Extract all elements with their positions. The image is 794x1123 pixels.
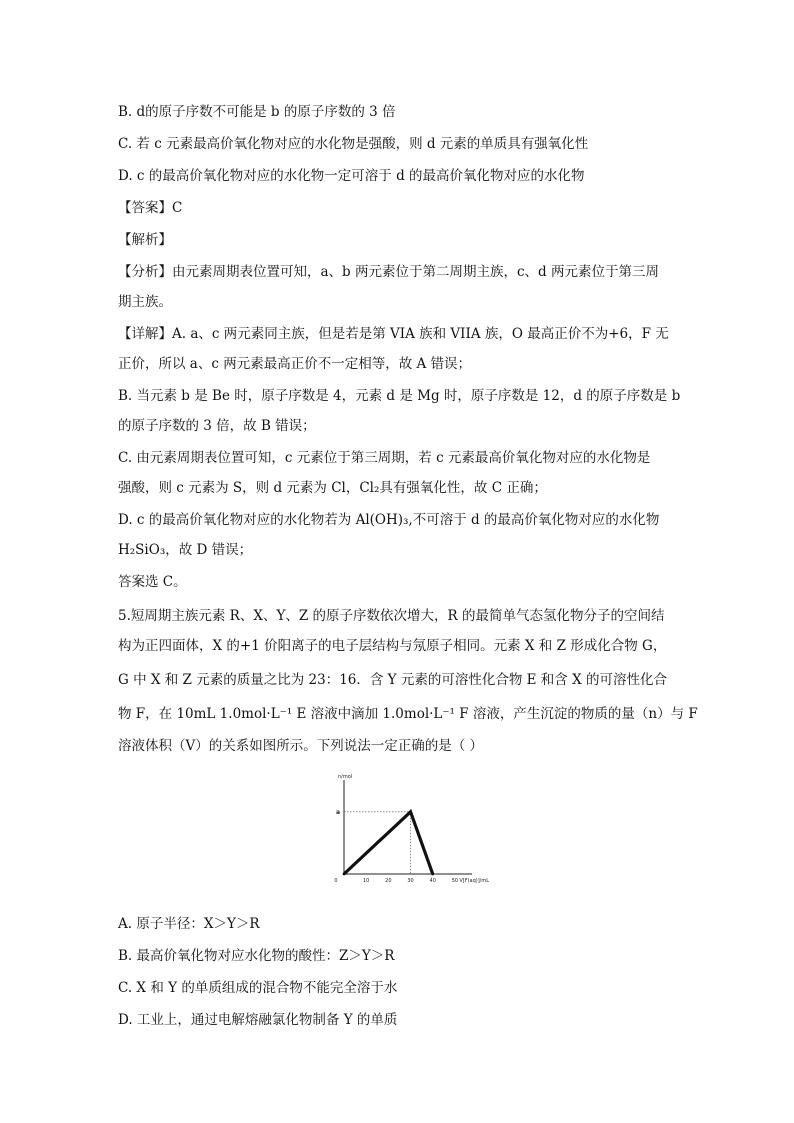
x-tick-label-50: 50 <box>451 878 459 884</box>
text-line-l8: 【详解】A. a、c 两元素同主族，但是若是第 VIA 族和 VIIA 族，O 最高正价不为+6，F 无 <box>118 326 669 342</box>
text-line-l10: B. 当元素 b 是 Be 时，原子序数是 4，元素 d 是 Mg 时，原子序数是 12，d 的原子序数是 b <box>118 388 681 404</box>
text-line-l18: 构为正四面体，X 的+1 价阳离子的电子层结构与氖原子相同。元素 X 和 Z 形成化合物 G， <box>118 638 667 654</box>
chart-ticks <box>334 809 458 884</box>
text-line-l22: A. 原子半径：X＞Y＞R <box>118 916 260 932</box>
x-tick-label-30: 30 <box>407 878 414 884</box>
x-axis-label: V[F(aq)]/mL <box>459 878 490 884</box>
text-line-l19: G 中 X 和 Z 元素的质量之比为 23：16．含 Y 元素的可溶性化合物 E 和含 X 的可溶性化合 <box>118 672 668 688</box>
text-line-l14: D. c 的最高价氧化物对应的水化物若为 Al(OH)₃,不可溶于 d 的最高价氧化物对应的水化物 <box>118 512 660 528</box>
x-tick-label-0: 0 <box>334 878 338 884</box>
x-tick-label-10: 10 <box>362 878 370 884</box>
text-line-l25: D. 工业上，通过电解熔融氯化物制备 Y 的单质 <box>118 1012 398 1028</box>
text-line-l13: 强酸，则 c 元素为 S，则 d 元素为 Cl，Cl₂具有强氧化性，故 C 正确； <box>118 480 547 496</box>
text-line-l21: 溶液体积（V）的关系如图所示。下列说法一定正确的是（ ） <box>118 738 484 754</box>
text-line-l7: 期主族。 <box>118 294 172 310</box>
text-line-l20: 物 F，在 10mL 1.0mol·L⁻¹ E 溶液中滴加 1.0mol·L⁻¹ F 溶液，产生沉淀的物质的量（n）与 F <box>118 706 698 722</box>
precipitate-volume-chart <box>320 770 490 890</box>
data-point-0 <box>343 873 346 876</box>
text-line-l24: C. X 和 Y 的单质组成的混合物不能完全溶于水 <box>118 980 398 996</box>
text-line-l4: 【答案】C <box>118 200 183 216</box>
text-line-l2: C. 若 c 元素最高价氧化物对应的水化物是强酸，则 d 元素的单质具有强氧化性 <box>118 136 589 152</box>
x-tick-label-40: 40 <box>429 878 436 884</box>
text-line-l9: 正价，所以 a、c 两元素最高正价不一定相等，故 A 错误； <box>118 356 472 372</box>
text-line-l3: D. c 的最高价氧化物对应的水化物一定可溶于 d 的最高价氧化物对应的水化物 <box>118 168 585 184</box>
text-line-l16: 答案选 C。 <box>118 574 187 590</box>
text-line-l11: 的原子序数的 3 倍，故 B 错误； <box>118 418 316 434</box>
text-line-l23: B. 最高价氧化物对应水化物的酸性：Z＞Y＞R <box>118 948 395 964</box>
series-line <box>344 812 433 874</box>
data-point-2 <box>431 873 434 876</box>
y-tick-label-a: a <box>336 808 341 816</box>
y-axis-label: n/mol <box>338 774 353 780</box>
text-line-l12: C. 由元素周期表位置可知，c 元素位于第三周期，若 c 元素最高价氧化物对应的水化物是 <box>118 450 651 466</box>
text-line-l6: 【分析】由元素周期表位置可知，a、b 两元素位于第二周期主族，c、d 两元素位于第三周 <box>118 264 659 280</box>
text-line-l15: H₂SiO₃，故 D 错误； <box>118 542 253 558</box>
text-line-l5: 【解析】 <box>118 232 172 248</box>
text-line-l17: 5.短周期主族元素 R、X、Y、Z 的原子序数依次增大，R 的最简单气态氢化物分子的空间结 <box>118 608 665 624</box>
text-line-l1: B. d的原子序数不可能是 b 的原子序数的 3 倍 <box>118 104 396 120</box>
chart-axes <box>338 774 489 884</box>
x-tick-label-20: 20 <box>385 878 392 884</box>
chart-series <box>343 810 435 875</box>
data-point-1 <box>409 810 412 813</box>
